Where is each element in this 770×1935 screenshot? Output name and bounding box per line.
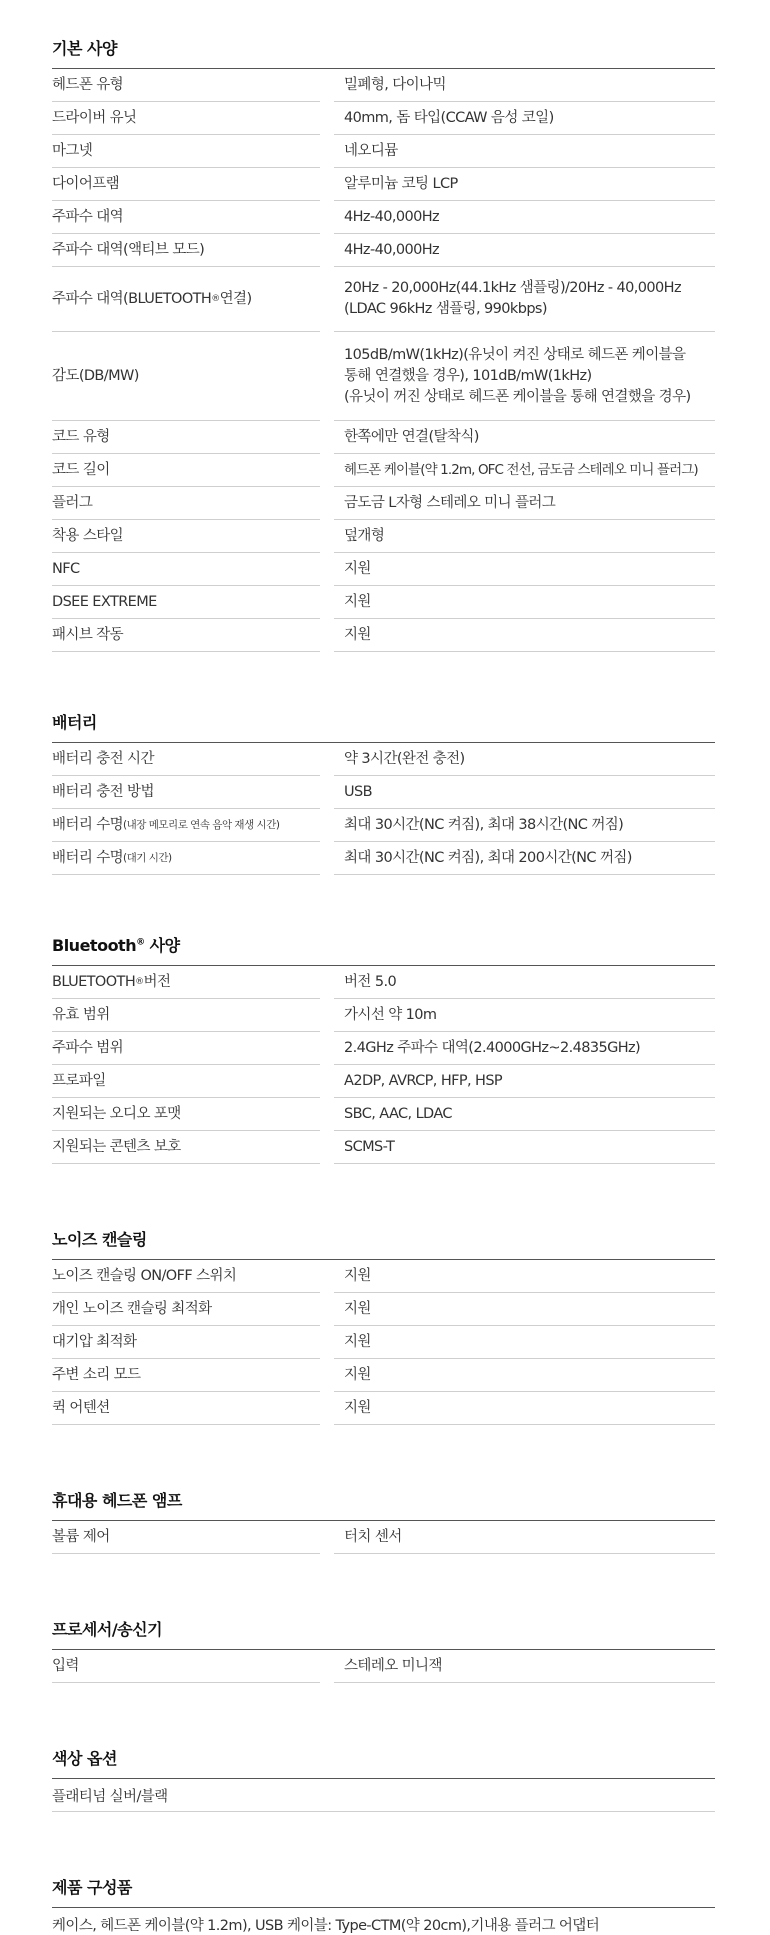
spec-value: 덮개형 bbox=[334, 520, 715, 553]
title-text: 사양 bbox=[144, 936, 180, 955]
spec-row bbox=[52, 520, 715, 553]
spec-row bbox=[52, 553, 715, 586]
section-title: 노이즈 캔슬링 bbox=[52, 1227, 715, 1260]
spec-row bbox=[52, 267, 715, 332]
spec-label: 프로파일 bbox=[52, 1065, 320, 1098]
spec-row bbox=[52, 234, 715, 267]
section-title bbox=[52, 933, 715, 966]
spec-row bbox=[52, 1326, 715, 1359]
spec-value: 지원 bbox=[334, 1260, 715, 1293]
spec-label bbox=[52, 809, 320, 842]
spec-value: 40mm, 돔 타입(CCAW 음성 코일) bbox=[334, 102, 715, 135]
spec-value: 최대 30시간(NC 켜짐), 최대 200시간(NC 꺼짐) bbox=[334, 842, 715, 875]
spec-label: 착용 스타일 bbox=[52, 520, 320, 553]
spec-row bbox=[52, 1650, 715, 1683]
label-text: 배터리 수명 bbox=[52, 816, 124, 833]
registered-mark: ® bbox=[136, 937, 145, 948]
spec-value: 네오디뮴 bbox=[334, 135, 715, 168]
spec-label: 플러그 bbox=[52, 487, 320, 520]
spec-label: 코드 유형 bbox=[52, 421, 320, 454]
spec-row bbox=[52, 1359, 715, 1392]
label-text: 연결) bbox=[219, 290, 252, 307]
spec-label: 배터리 충전 방법 bbox=[52, 776, 320, 809]
value-line: 105dB/mW(1kHz)(유닛이 켜진 상태로 헤드폰 케이블을 bbox=[344, 346, 686, 363]
title-text: Bluetooth bbox=[52, 936, 137, 955]
spec-label: DSEE EXTREME bbox=[52, 586, 320, 619]
spec-label: 헤드폰 유형 bbox=[52, 69, 320, 102]
spec-row bbox=[52, 102, 715, 135]
label-text: 배터리 수명 bbox=[52, 849, 124, 866]
spec-label bbox=[52, 966, 320, 999]
spec-row bbox=[52, 421, 715, 454]
spec-label: 패시브 작동 bbox=[52, 619, 320, 652]
spec-label: 볼륨 제어 bbox=[52, 1521, 320, 1554]
spec-label: 퀵 어텐션 bbox=[52, 1392, 320, 1425]
spec-value: 금도금 L자형 스테레오 미니 플러그 bbox=[334, 487, 715, 520]
spec-value: 지원 bbox=[334, 586, 715, 619]
section-noise-cancelling bbox=[52, 1227, 715, 1425]
spec-value: USB bbox=[334, 776, 715, 809]
spec-value: 한쪽에만 연결(탈착식) bbox=[334, 421, 715, 454]
spec-value: 4Hz-40,000Hz bbox=[334, 201, 715, 234]
spec-label: 대기압 최적화 bbox=[52, 1326, 320, 1359]
spec-value: 지원 bbox=[334, 1392, 715, 1425]
spec-label: 노이즈 캔슬링 ON/OFF 스위치 bbox=[52, 1260, 320, 1293]
spec-label: 주파수 범위 bbox=[52, 1032, 320, 1065]
spec-label: NFC bbox=[52, 553, 320, 586]
spec-value: 약 3시간(완전 충전) bbox=[334, 743, 715, 776]
spec-label: 개인 노이즈 캔슬링 최적화 bbox=[52, 1293, 320, 1326]
spec-value: 터치 센서 bbox=[334, 1521, 715, 1554]
spec-value: 2.4GHz 주파수 대역(2.4000GHz~2.4835GHz) bbox=[334, 1032, 715, 1065]
label-text: 버전 bbox=[143, 973, 171, 990]
section-title: 휴대용 헤드폰 앰프 bbox=[52, 1488, 715, 1521]
spec-full-row: 케이스, 헤드폰 케이블(약 1.2m), USB 케이블: Type-CTM(약 20cm),기내용 플러그 어댑터 bbox=[52, 1908, 715, 1935]
spec-value: 지원 bbox=[334, 1326, 715, 1359]
spec-row bbox=[52, 966, 715, 999]
spec-label: 마그넷 bbox=[52, 135, 320, 168]
spec-row bbox=[52, 1065, 715, 1098]
section-title: 제품 구성품 bbox=[52, 1875, 715, 1908]
spec-label: 주파수 대역(액티브 모드) bbox=[52, 234, 320, 267]
spec-row bbox=[52, 332, 715, 421]
spec-label: 드라이버 유닛 bbox=[52, 102, 320, 135]
spec-label: 유효 범위 bbox=[52, 999, 320, 1032]
spec-row bbox=[52, 1521, 715, 1554]
spec-value: 지원 bbox=[334, 619, 715, 652]
value-line: (유닛이 꺼진 상태로 헤드폰 케이블을 통해 연결했을 경우) bbox=[344, 388, 691, 405]
spec-value: 가시선 약 10m bbox=[334, 999, 715, 1032]
section-package-contents bbox=[52, 1875, 715, 1935]
spec-row bbox=[52, 776, 715, 809]
spec-value: 최대 30시간(NC 켜짐), 최대 38시간(NC 꺼짐) bbox=[334, 809, 715, 842]
spec-label: 입력 bbox=[52, 1650, 320, 1683]
spec-value bbox=[334, 332, 715, 421]
section-title: 배터리 bbox=[52, 710, 715, 743]
spec-label: 다이어프램 bbox=[52, 168, 320, 201]
spec-label: 코드 길이 bbox=[52, 454, 320, 487]
spec-row bbox=[52, 842, 715, 875]
value-line: 통해 연결했을 경우), 101dB/mW(1kHz) bbox=[344, 367, 592, 384]
section-title: 색상 옵션 bbox=[52, 1746, 715, 1779]
spec-value: 버전 5.0 bbox=[334, 966, 715, 999]
spec-value: A2DP, AVRCP, HFP, HSP bbox=[334, 1065, 715, 1098]
spec-row bbox=[52, 1260, 715, 1293]
spec-label: 주변 소리 모드 bbox=[52, 1359, 320, 1392]
registered-mark: ® bbox=[135, 976, 144, 987]
spec-row bbox=[52, 1131, 715, 1164]
spec-label: 지원되는 오디오 포맷 bbox=[52, 1098, 320, 1131]
spec-row bbox=[52, 135, 715, 168]
spec-label bbox=[52, 267, 320, 332]
spec-value: 알루미늄 코팅 LCP bbox=[334, 168, 715, 201]
label-text: 주파수 대역(BLUETOOTH bbox=[52, 290, 212, 307]
label-note: (대기 시간) bbox=[123, 851, 172, 864]
spec-value: 4Hz-40,000Hz bbox=[334, 234, 715, 267]
spec-value: 스테레오 미니잭 bbox=[334, 1650, 715, 1683]
spec-label bbox=[52, 842, 320, 875]
spec-value: 지원 bbox=[334, 553, 715, 586]
spec-value: 밀폐형, 다이나믹 bbox=[334, 69, 715, 102]
section-basic-specs bbox=[52, 36, 715, 652]
spec-row bbox=[52, 809, 715, 842]
spec-label: 주파수 대역 bbox=[52, 201, 320, 234]
spec-row bbox=[52, 168, 715, 201]
label-note: (내장 메모리로 연속 음악 재생 시간) bbox=[123, 818, 280, 831]
spec-label: 감도(DB/MW) bbox=[52, 332, 320, 421]
spec-row bbox=[52, 1098, 715, 1131]
spec-row bbox=[52, 586, 715, 619]
spec-row bbox=[52, 454, 715, 487]
spec-value: SCMS-T bbox=[334, 1131, 715, 1164]
spec-row bbox=[52, 201, 715, 234]
value-line: (LDAC 96kHz 샘플링, 990kbps) bbox=[344, 301, 547, 317]
spec-label: 배터리 충전 시간 bbox=[52, 743, 320, 776]
section-color-options bbox=[52, 1746, 715, 1812]
spec-label: 지원되는 콘텐츠 보호 bbox=[52, 1131, 320, 1164]
spec-row bbox=[52, 487, 715, 520]
spec-row bbox=[52, 619, 715, 652]
spec-row bbox=[52, 743, 715, 776]
section-bluetooth bbox=[52, 933, 715, 1164]
spec-value: 헤드폰 케이블(약 1.2m, OFC 전선, 금도금 스테레오 미니 플러그) bbox=[334, 454, 715, 487]
spec-value: 지원 bbox=[334, 1359, 715, 1392]
spec-full-row: 플래티넘 실버/블랙 bbox=[52, 1779, 715, 1812]
spec-value: SBC, AAC, LDAC bbox=[334, 1098, 715, 1131]
spec-row bbox=[52, 69, 715, 102]
spec-row bbox=[52, 1293, 715, 1326]
spec-row bbox=[52, 999, 715, 1032]
spec-value: 지원 bbox=[334, 1293, 715, 1326]
section-title: 프로세서/송신기 bbox=[52, 1617, 715, 1650]
spec-row bbox=[52, 1032, 715, 1065]
value-line: 20Hz - 20,000Hz(44.1kHz 샘플링)/20Hz - 40,000Hz bbox=[344, 280, 681, 296]
spec-value bbox=[334, 267, 715, 332]
spec-row bbox=[52, 1392, 715, 1425]
section-battery bbox=[52, 710, 715, 875]
section-processor bbox=[52, 1617, 715, 1683]
registered-mark: ® bbox=[211, 293, 220, 304]
section-title: 기본 사양 bbox=[52, 36, 715, 69]
section-headphone-amp bbox=[52, 1488, 715, 1554]
label-text: BLUETOOTH bbox=[52, 973, 136, 990]
